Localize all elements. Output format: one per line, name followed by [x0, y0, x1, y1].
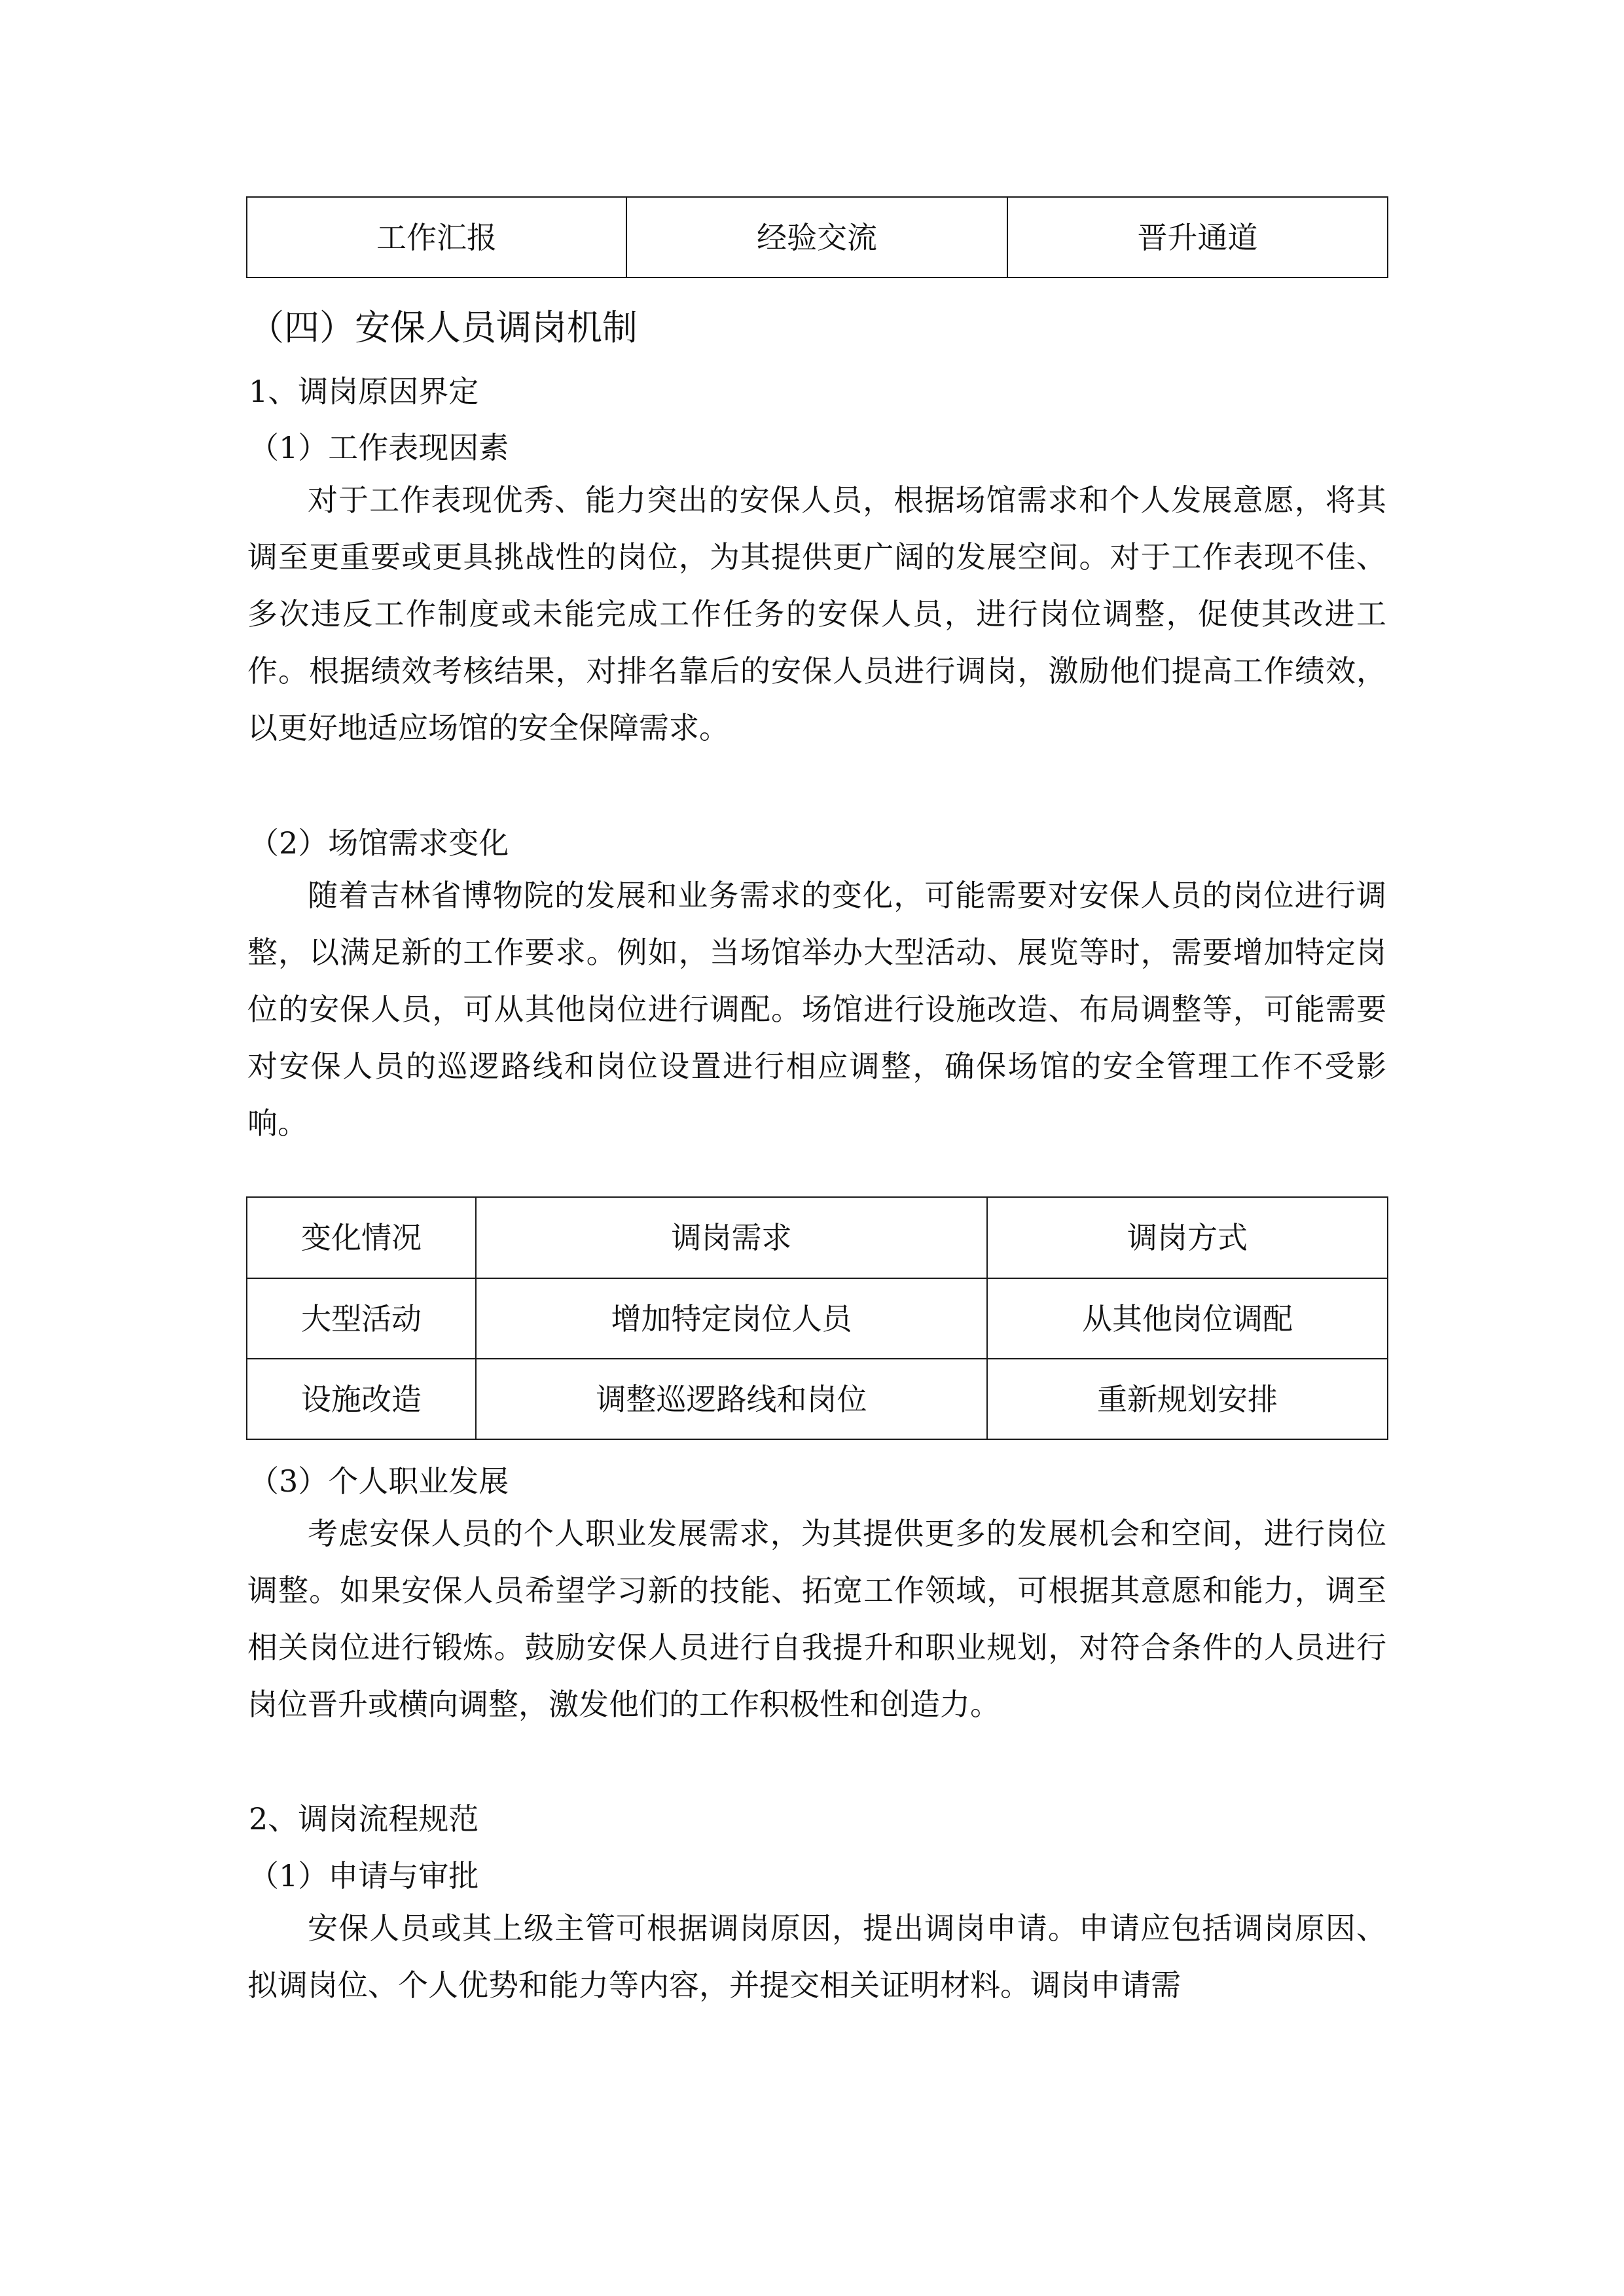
table-header-row [247, 1197, 1388, 1278]
subsection-title: 2、调岗流程规范 [249, 1801, 479, 1837]
paragraph: 安保人员或其上级主管可根据调岗原因，提出调岗申请。申请应包括调岗原因、拟调岗位、个人优势和能力等内容，并提交相关证明材料。调岗申请需 [247, 1910, 1386, 2003]
table-cell: 设施改造 [247, 1359, 476, 1439]
table-cell: 重新规划安排 [987, 1359, 1388, 1439]
table-cell: 晋升通道 [1007, 197, 1388, 278]
table-top [246, 196, 1388, 278]
table-cell: 增加特定岗位人员 [476, 1278, 987, 1359]
table-row [247, 1359, 1388, 1439]
table-cell: 经验交流 [626, 197, 1007, 278]
table-header-cell: 调岗需求 [476, 1197, 987, 1278]
section-title: （四）安保人员调岗机制 [249, 307, 638, 348]
table-cell: 工作汇报 [247, 197, 626, 278]
table-header-cell: 变化情况 [247, 1197, 476, 1278]
item-title: （3）个人职业发展 [249, 1463, 509, 1499]
item-title: （1）申请与审批 [249, 1858, 479, 1893]
table-cell: 调整巡逻路线和岗位 [476, 1359, 987, 1439]
table-cell: 从其他岗位调配 [987, 1278, 1388, 1359]
table-row [247, 1278, 1388, 1359]
paragraph: 考虑安保人员的个人职业发展需求，为其提供更多的发展机会和空间，进行岗位调整。如果安保人员希望学习新的技能、拓宽工作领域，可根据其意愿和能力，调至相关岗位进行锻炼。鼓励安保人员进行自我提升和职业规划，对符合条件的人员进行岗位晋升或横向调整，激发他们的工作积极性和创造力。 [247, 1516, 1386, 1722]
paragraph: 随着吉林省博物院的发展和业务需求的变化，可能需要对安保人员的岗位进行调整，以满足新的工作要求。例如，当场馆举办大型活动、展览等时，需要增加特定岗位的安保人员，可从其他岗位进行调配。场馆进行设施改造、布局调整等，可能需要对安保人员的巡逻路线和岗位设置进行相应调整，确保场馆的安全管理工作不受影响。 [247, 878, 1386, 1141]
subsection-title: 1、调岗原因界定 [249, 374, 479, 409]
table-row [247, 197, 1388, 278]
table-cell: 大型活动 [247, 1278, 476, 1359]
table-mid [246, 1196, 1388, 1440]
item-title: （1）工作表现因素 [249, 430, 509, 465]
paragraph: 对于工作表现优秀、能力突出的安保人员，根据场馆需求和个人发展意愿，将其调至更重要或更具挑战性的岗位，为其提供更广阔的发展空间。对于工作表现不佳、多次违反工作制度或未能完成工作任务的安保人员，进行岗位调整，促使其改进工作。根据绩效考核结果，对排名靠后的安保人员进行调岗，激励他们提高工作绩效，以更好地适应场馆的安全保障需求。 [247, 482, 1386, 745]
item-title: （2）场馆需求变化 [249, 825, 509, 861]
table-header-cell: 调岗方式 [987, 1197, 1388, 1278]
